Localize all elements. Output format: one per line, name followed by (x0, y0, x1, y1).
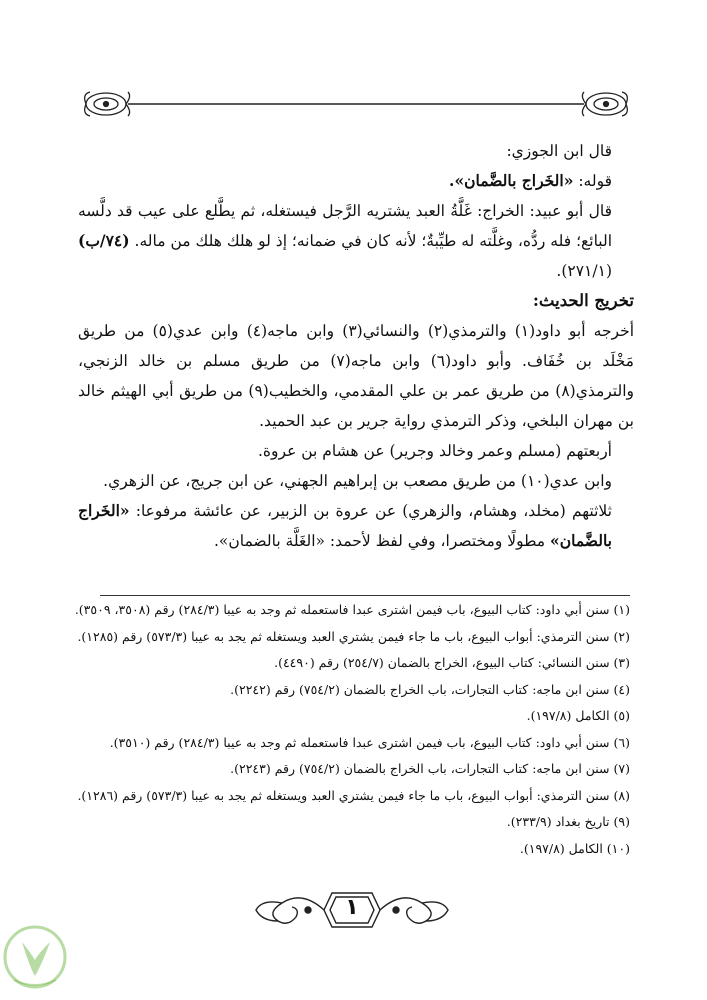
paragraph-1: قال ابن الجوزي: (506, 142, 612, 160)
header-ornament (82, 84, 630, 124)
page-number: ١ (345, 895, 359, 920)
paragraph-3-ref2: (٢٧١/١). (556, 262, 612, 280)
paragraph-2-prefix: قوله: (578, 172, 612, 190)
footnote-5: (٥) الكامل (١٩٧/٨). (526, 708, 630, 723)
footnote-6: (٦) سنن أبي داود: كتاب البيوع، باب فيمن اشترى عبدا فاستعمله ثم وجد به عيبا (٢٨٤/٣) رقم (٣٥١٠). (109, 734, 630, 750)
paragraph-8 (78, 496, 634, 556)
section-title: تخريج الحديث: (532, 291, 634, 310)
footnote-3: (٣) سنن النسائي: كتاب البيوع، الخراج بالضمان (٢٥٤/٧) رقم (٤٤٩٠). (274, 655, 630, 670)
footnote-8: (٨) سنن الترمذي: أبواب البيوع، باب ما جاء فيمن يشتري العبد ويستغله ثم يجد به عيبا (٥٧٣/٣) رقم (١٢٨٦). (77, 787, 630, 803)
paragraph-8-quote: «الخَراج بالضَّمان» (78, 501, 612, 550)
footnotes (74, 597, 630, 862)
footnote-7: (٧) سنن ابن ماجه: كتاب التجارات، باب الخراج بالضمان (٧٥٤/٢) رقم (٢٢٤٣). (230, 761, 630, 776)
paragraph-3-text: قال أبو عبيد: الخراج: غَلَّةُ العبد يشتريه الرَّجل فيستغله، ثم يطَّلع على عيب قد دلَّسه البائع؛ فله ردُّه، وغلَّته له طيِّبةٌ؛ لأنه كان في ضمانه؛ إذ لو هلك هلك من ماله. (78, 202, 612, 250)
paragraph-8-text: ثلاثتهم (مخلد، وهشام، والزهري) عن عروة بن الزبير، عن عائشة مرفوعا: (135, 502, 612, 520)
watermark-leaf-icon (0, 920, 70, 994)
footnote-divider (100, 595, 630, 596)
footnote-10: (١٠) الكامل (١٩٧/٨). (519, 840, 630, 856)
paragraph-2 (78, 166, 634, 196)
paragraph-7: وابن عدي(١٠) من طريق مصعب بن إبراهيم الجهني، عن ابن جريج، عن الزهري. (103, 472, 612, 490)
paragraph-3 (78, 196, 634, 286)
footnote-9: (٩) تاريخ بغداد (٢٣٣/٩). (506, 814, 630, 829)
paragraph-5: أخرجه أبو داود(١) والترمذي(٢) والنسائي(٣) وابن ماجه(٤) وابن عدي(٥) من طريق مَخْلَد بن خُفَاف. وأبو داود(٦) وابن ماجه(٧) من طريق مسلم بن خالد الزنجي، والترمذي(٨) من طريق عمر بن علي المقدمي، والخطيب(٩) من طريق أبي الهيثم خالد بن مهران البلخي، وذكر الترمذي رواية جرير بن عبد الحميد. (78, 322, 635, 430)
paragraph-3-ref: (٧٤/ب) (78, 231, 130, 250)
footnote-1: (١) سنن أبي داود: كتاب البيوع، باب فيمن اشترى عبدا فاستعمله ثم وجد به عيبا (٢٨٤/٣) رقم (٣٥٠٨، ٣٥٠٩). (74, 602, 630, 617)
paragraph-8-tail: مطولًا ومختصرا، وفي لفظ لأحمد: «الغَلَّة بالضمان». (213, 532, 546, 550)
header-ornament-graphic (82, 84, 630, 124)
footnote-4: (٤) سنن ابن ماجه: كتاب التجارات، باب الخراج بالضمان (٧٥٤/٢) رقم (٢٢٤٢). (230, 681, 630, 697)
footnote-2: (٢) سنن الترمذي: أبواب البيوع، باب ما جاء فيمن يشتري العبد ويستغله ثم يجد به عيبا (٥٧٣/٣) رقم (١٢٨٥). (77, 628, 630, 644)
footer-ornament (252, 885, 452, 935)
main-text (78, 136, 634, 556)
watermark-logo (0, 920, 70, 994)
paragraph-2-quote: «الخَراج بالضَّمان». (449, 171, 574, 190)
paragraph-6: أربعتهم (مسلم وعمر وخالد وجرير) عن هشام بن عروة. (257, 442, 612, 460)
